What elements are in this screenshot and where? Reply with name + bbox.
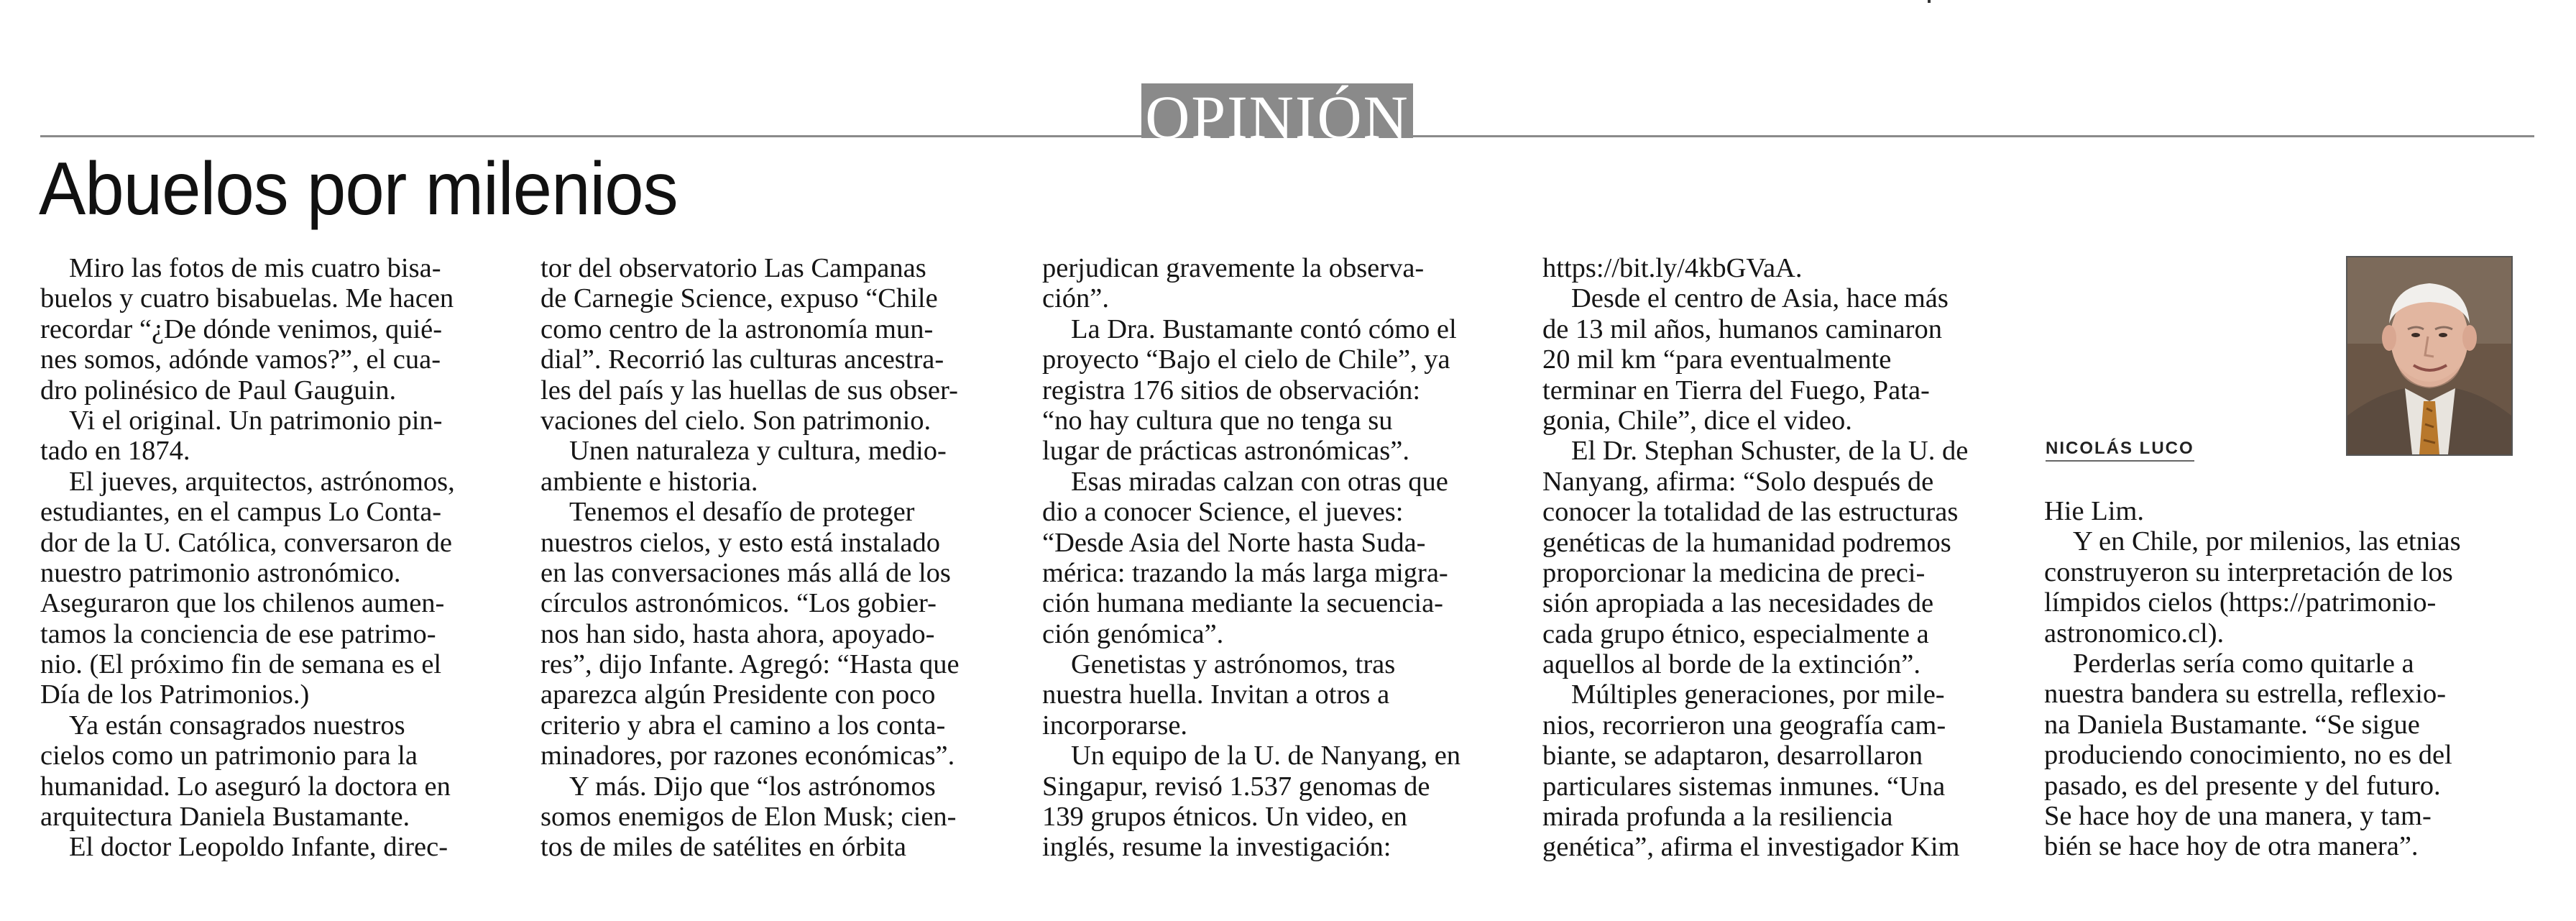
text-line: Múltiples generaciones, por mile- (1571, 679, 1945, 710)
text-line: https://bit.ly/4kbGVaA. (1542, 253, 1803, 283)
text-line: bién se hace hoy de otra manera”. (2044, 831, 2419, 862)
text-line: particulares sistemas inmunes. “Una (1542, 771, 1946, 802)
text-line: minadores, por razones económicas”. (540, 741, 955, 771)
text-line: Esas miradas calzan con otras que (1071, 466, 1448, 497)
author-photo (2346, 256, 2513, 456)
text-line: les del país y las huellas de sus obser- (540, 375, 958, 405)
text-line: La Dra. Bustamante contó cómo el (1071, 313, 1457, 344)
text-line: como centro de la astronomía mun- (540, 313, 934, 344)
text-line: tor del observatorio Las Campanas (540, 253, 926, 283)
text-line: “Desde Asia del Norte hasta Suda- (1042, 527, 1426, 558)
text-line: vaciones del cielo. Son patrimonio. (540, 405, 932, 436)
text-line: produciendo conocimiento, no es del (2044, 740, 2452, 771)
text-line: ambiente e historia. (540, 466, 758, 497)
text-line: buelos y cuatro bisabuelas. Me hacen (40, 283, 454, 314)
text-line: gonia, Chile”, dice el video. (1542, 405, 1852, 436)
text-line: perjudican gravemente la observa- (1042, 253, 1425, 283)
text-line: nio. (El próximo fin de semana es el (40, 649, 442, 680)
text-line: Perderlas sería como quitarle a (2073, 648, 2414, 679)
text-line: somos enemigos de Elon Musk; cien- (540, 802, 957, 833)
text-line: Unen naturaleza y cultura, medio- (569, 436, 947, 467)
text-line: 20 mil km “para eventualmente (1542, 344, 1892, 375)
text-line: ción genómica”. (1042, 618, 1224, 649)
text-line: límpidos cielos (https://patrimonio- (2044, 587, 2437, 618)
text-line: res”, dijo Infante. Agregó: “Hasta que (540, 649, 960, 680)
text-line: Singapur, revisó 1.537 genomas de (1042, 771, 1430, 802)
text-line: Y en Chile, por milenios, las etnias (2073, 526, 2461, 557)
text-line: biante, se adaptaron, desarrollaron (1542, 741, 1923, 771)
stray-mark (1928, 0, 1931, 3)
article-column-1 (40, 253, 507, 863)
text-line: genéticas de la humanidad podremos (1542, 527, 1951, 558)
text-line: nuestro patrimonio astronómico. (40, 557, 401, 588)
section-tab (1141, 83, 1413, 138)
text-line: cada grupo étnico, especialmente a (1542, 618, 1929, 649)
article-column-2 (540, 253, 1008, 863)
text-line: Vi el original. Un patrimonio pin- (69, 405, 443, 436)
text-line: Se hace hoy de una manera, y tam- (2044, 800, 2432, 831)
text-line: El Dr. Stephan Schuster, de la U. de (1571, 436, 1969, 467)
text-line: proyecto “Bajo el cielo de Chile”, ya (1042, 344, 1450, 375)
text-line: nos han sido, hasta ahora, apoyado- (540, 618, 935, 649)
text-line: sión apropiada a las necesidades de (1542, 588, 1934, 619)
text-line: ción humana mediante la secuencia- (1042, 588, 1443, 619)
text-line: nios, recorrieron una geografía cam- (1542, 710, 1946, 741)
section-label: OPINIÓN (1145, 83, 1409, 138)
text-line: nuestra bandera su estrella, reflexio- (2044, 679, 2447, 710)
text-line: cielos como un patrimonio para la (40, 741, 418, 771)
text-line: aparezca algún Presidente con poco (540, 679, 936, 710)
text-line: Y más. Dijo que “los astrónomos (569, 771, 936, 802)
text-line: construyeron su interpretación de los (2044, 556, 2453, 587)
text-line: Nanyang, afirma: “Solo después de (1542, 466, 1934, 497)
text-line: Día de los Patrimonios.) (40, 679, 310, 710)
text-line: astronomico.cl). (2044, 618, 2225, 649)
text-line: de Carnegie Science, expuso “Chile (540, 283, 938, 314)
text-line: dio a conocer Science, el jueves: (1042, 497, 1404, 528)
text-line: Desde el centro de Asia, hace más (1571, 283, 1949, 314)
text-line: Un equipo de la U. de Nanyang, en (1071, 741, 1461, 771)
text-line: de 13 mil años, humanos caminaron (1542, 313, 1942, 344)
text-line: tos de miles de satélites en órbita (540, 832, 906, 863)
article-column-5 (2044, 496, 2511, 862)
text-line: en las conversaciones más allá de los (540, 557, 951, 588)
text-line: ción”. (1042, 283, 1109, 314)
text-line: mérica: trazando la más larga migra- (1042, 557, 1448, 588)
text-line: humanidad. Lo aseguró la doctora en (40, 771, 451, 802)
text-line: recordar “¿De dónde venimos, quié- (40, 313, 443, 344)
article-column-4 (1542, 253, 2010, 863)
text-line: tamos la conciencia de ese patrimo- (40, 618, 436, 649)
text-line: nuestra huella. Invitan a otros a (1042, 679, 1390, 710)
text-line: terminar en Tierra del Fuego, Pata- (1542, 375, 1930, 405)
text-line: aquellos al borde de la extinción”. (1542, 649, 1920, 680)
author-portrait-image (2347, 257, 2511, 454)
text-line: mirada profunda a la resiliencia (1542, 802, 1893, 833)
text-line: dro polinésico de Paul Gauguin. (40, 375, 397, 405)
text-line: criterio y abra el camino a los conta- (540, 710, 946, 741)
text-line: genética”, afirma el investigador Kim (1542, 832, 1960, 863)
text-line: proporcionar la medicina de preci- (1542, 557, 1926, 588)
text-line: registra 176 sitios de observación: (1042, 375, 1421, 405)
text-line: pasado, es del presente y del futuro. (2044, 770, 2441, 801)
text-line: El doctor Leopoldo Infante, direc- (69, 832, 448, 863)
text-line: Miro las fotos de mis cuatro bisa- (69, 253, 441, 283)
text-line: lugar de prácticas astronómicas”. (1042, 436, 1409, 467)
text-line: dial”. Recorrió las culturas ancestra- (540, 344, 944, 375)
headline: Abuelos por milenios (39, 147, 678, 231)
text-line: nuestros cielos, y esto está instalado (540, 527, 940, 558)
text-line: Ya están consagrados nuestros (69, 710, 405, 741)
text-line: na Daniela Bustamante. “Se sigue (2044, 709, 2420, 740)
text-line: tado en 1874. (40, 436, 190, 467)
text-line: Tenemos el desafío de proteger (569, 497, 915, 528)
text-line: Aseguraron que los chilenos aumen- (40, 588, 445, 619)
text-line: conocer la totalidad de las estructuras (1542, 497, 1959, 528)
text-line: El jueves, arquitectos, astrónomos, (69, 466, 455, 497)
text-line: Hie Lim. (2044, 496, 2144, 526)
text-line: arquitectura Daniela Bustamante. (40, 802, 410, 833)
text-line: estudiantes, en el campus Lo Conta- (40, 497, 442, 528)
text-line: “no hay cultura que no tenga su (1042, 405, 1393, 436)
author-byline: NICOLÁS LUCO (2046, 439, 2194, 462)
text-line: círculos astronómicos. “Los gobier- (540, 588, 937, 619)
text-line: 139 grupos étnicos. Un video, en (1042, 802, 1407, 833)
text-line: incorporarse. (1042, 710, 1188, 741)
text-line: dor de la U. Católica, conversaron de (40, 527, 453, 558)
text-line: Genetistas y astrónomos, tras (1071, 649, 1396, 680)
article-column-3 (1042, 253, 1509, 863)
text-line: inglés, resume la investigación: (1042, 832, 1392, 863)
text-line: nes somos, adónde vamos?”, el cua- (40, 344, 441, 375)
